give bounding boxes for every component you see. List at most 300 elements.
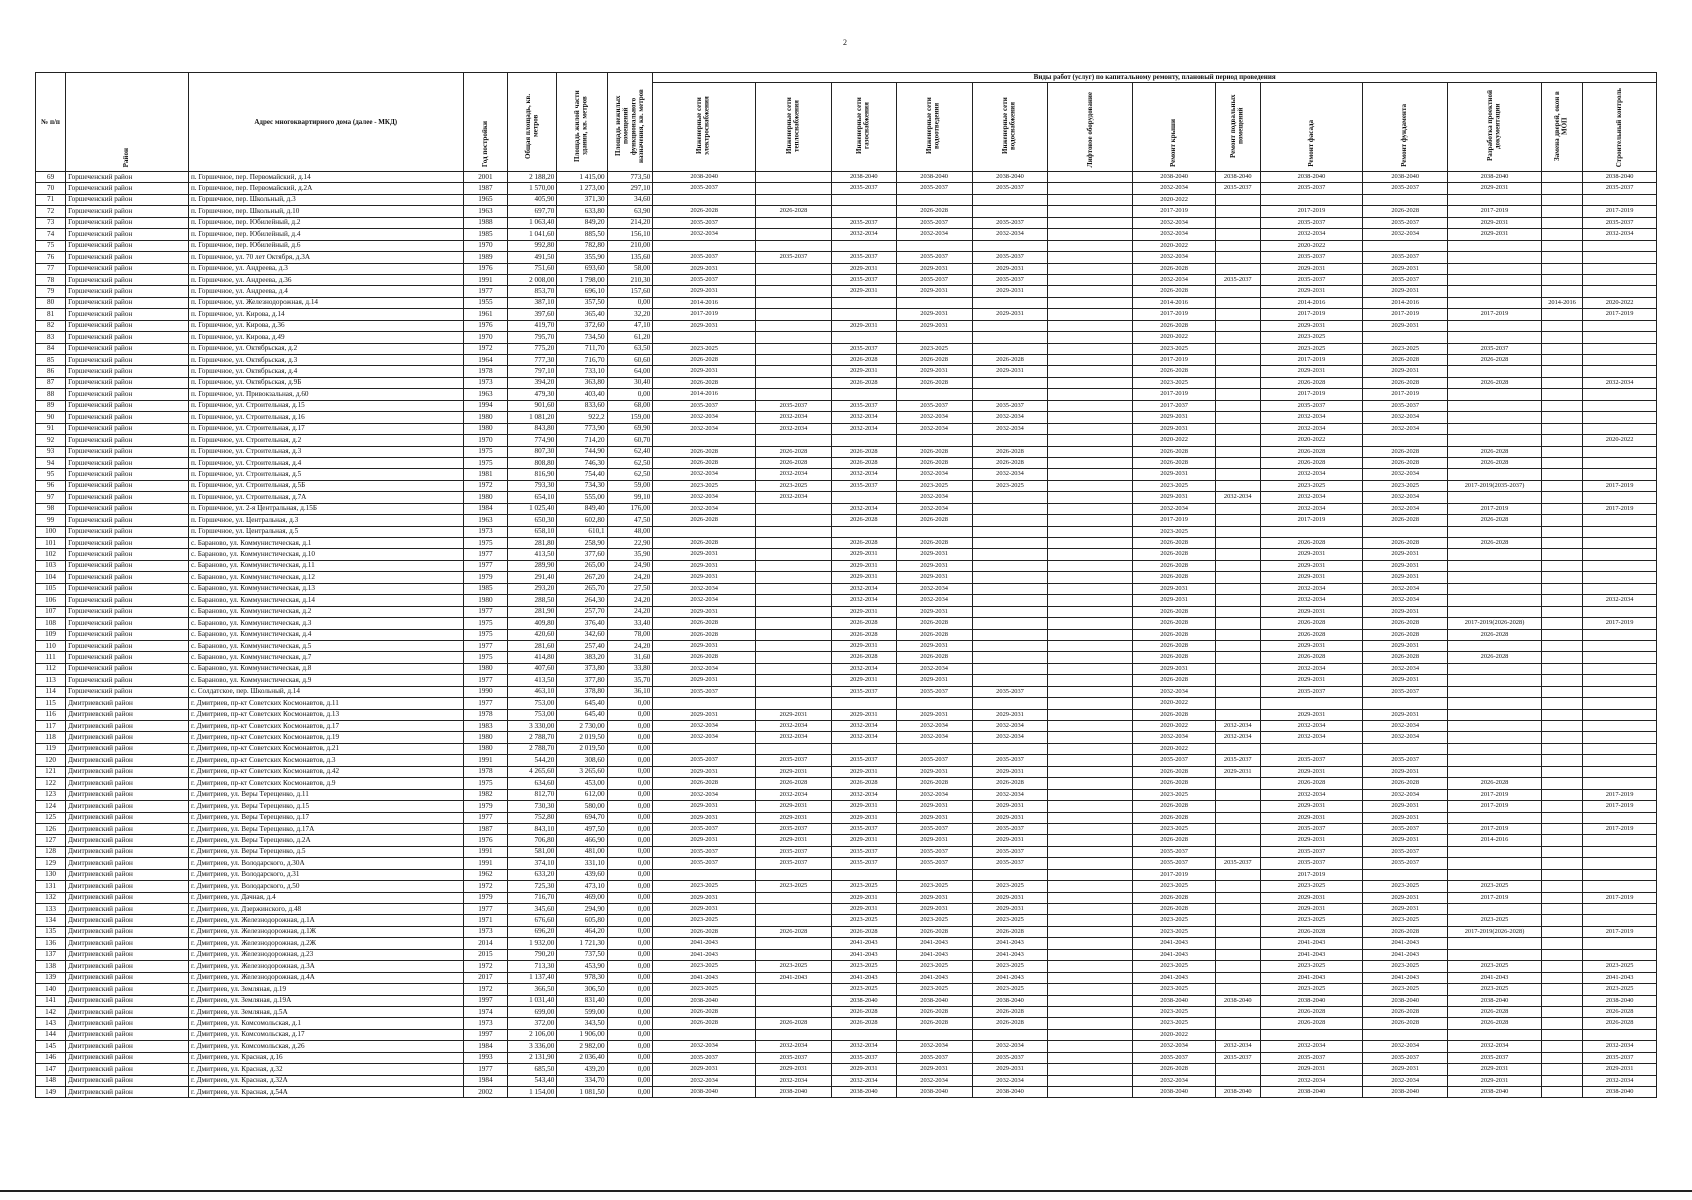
cell-num: 81 <box>36 309 66 320</box>
cell-work-period <box>1048 1006 1133 1017</box>
cell-work-period <box>1215 229 1260 240</box>
cell-living-area: 734,30 <box>557 480 607 491</box>
cell-work-period <box>1048 663 1133 674</box>
table-row <box>36 480 1657 491</box>
cell-work-period: 2035-2037 <box>831 183 896 194</box>
cell-work-period <box>1215 823 1260 834</box>
cell-work-period: 2023-2025 <box>896 343 972 354</box>
cell-work-period: 2032-2034 <box>896 721 972 732</box>
cell-work-period <box>1215 926 1260 937</box>
cell-num: 108 <box>36 618 66 629</box>
cell-district: Горшеченский район <box>66 457 189 468</box>
cell-work-period: 2026-2028 <box>831 355 896 366</box>
cell-work-period <box>756 217 832 228</box>
cell-work-period: 2038-2040 <box>1448 995 1542 1006</box>
cell-total-area: 696,20 <box>508 926 557 937</box>
cell-work-period: 2023-2025 <box>1133 1018 1216 1029</box>
cell-nonliving-area: 0,00 <box>607 1052 653 1063</box>
cell-work-period <box>1448 904 1542 915</box>
cell-work-period: 2026-2028 <box>653 515 756 526</box>
cell-work-period <box>1448 663 1542 674</box>
cell-address: г. Дмитриев, ул. Красная, д.16 <box>188 1052 463 1063</box>
cell-work-period <box>1215 1018 1260 1029</box>
cell-work-period <box>1541 721 1582 732</box>
cell-living-area: 833,60 <box>557 400 607 411</box>
cell-work-period: 2026-2028 <box>1448 457 1542 468</box>
cell-work-period <box>1541 778 1582 789</box>
cell-year: 1980 <box>463 732 508 743</box>
cell-work-period <box>1583 949 1657 960</box>
cell-num: 97 <box>36 492 66 503</box>
cell-work-period: 2026-2028 <box>1133 709 1216 720</box>
cell-work-period <box>1583 881 1657 892</box>
cell-work-period <box>1048 904 1133 915</box>
cell-work-period: 2032-2034 <box>1133 1041 1216 1052</box>
cell-district: Дмитриевский район <box>66 846 189 857</box>
cell-total-area: 397,60 <box>508 309 557 320</box>
cell-work-period <box>1048 721 1133 732</box>
cell-work-period: 2017-2019 <box>1448 503 1542 514</box>
cell-work-period: 2035-2037 <box>972 755 1048 766</box>
cell-address: с. Бараново, ул. Коммунистическая, д.8 <box>188 663 463 674</box>
cell-work-period <box>1215 217 1260 228</box>
cell-work-period <box>1541 503 1582 514</box>
header-work-4: Инженерные сети водоснабжения <box>972 83 1048 172</box>
cell-work-period <box>1048 1075 1133 1086</box>
header-nonliving-area: Площадь нежилых помещений функционального назначения, кв. метров <box>607 73 653 172</box>
cell-work-period: 2032-2034 <box>756 721 832 732</box>
cell-work-period: 2026-2028 <box>1363 355 1448 366</box>
cell-num: 131 <box>36 881 66 892</box>
table-row <box>36 263 1657 274</box>
cell-work-period <box>1541 217 1582 228</box>
cell-num: 123 <box>36 789 66 800</box>
table-row <box>36 526 1657 537</box>
header-work-2: Инженерные сети газоснабжения <box>831 83 896 172</box>
cell-work-period: 2026-2028 <box>831 446 896 457</box>
cell-work-period <box>1448 549 1542 560</box>
cell-work-period <box>1048 366 1133 377</box>
cell-nonliving-area: 62,50 <box>607 457 653 468</box>
cell-work-period <box>1583 766 1657 777</box>
cell-work-period <box>756 892 832 903</box>
cell-work-period: 2029-2031 <box>653 366 756 377</box>
header-work-10: Разработка проектной документации <box>1448 83 1542 172</box>
cell-work-period: 2032-2034 <box>1363 732 1448 743</box>
cell-work-period <box>1048 812 1133 823</box>
cell-work-period: 2038-2040 <box>756 1087 832 1098</box>
cell-nonliving-area: 99,10 <box>607 492 653 503</box>
cell-work-period: 2023-2025 <box>972 984 1048 995</box>
cell-work-period: 2020-2022 <box>1133 743 1216 754</box>
cell-work-period: 2020-2022 <box>1583 297 1657 308</box>
cell-work-period <box>756 355 832 366</box>
cell-work-period <box>1215 1064 1260 1075</box>
cell-work-period <box>1363 240 1448 251</box>
cell-work-period: 2032-2034 <box>653 583 756 594</box>
cell-year: 1977 <box>463 675 508 686</box>
table-row <box>36 606 1657 617</box>
cell-district: Горшеченский район <box>66 503 189 514</box>
cell-district: Дмитриевский район <box>66 881 189 892</box>
cell-work-period <box>1448 469 1542 480</box>
cell-work-period: 2032-2034 <box>972 721 1048 732</box>
cell-work-period <box>1541 423 1582 434</box>
cell-work-period: 2029-2031 <box>653 320 756 331</box>
cell-living-area: 633,80 <box>557 206 607 217</box>
cell-district: Дмитриевский район <box>66 1064 189 1075</box>
cell-work-period: 2032-2034 <box>653 721 756 732</box>
cell-work-period <box>1583 606 1657 617</box>
cell-year: 1979 <box>463 892 508 903</box>
table-row <box>36 663 1657 674</box>
cell-year: 1980 <box>463 663 508 674</box>
cell-living-area: 711,70 <box>557 343 607 354</box>
cell-living-area: 2 019,50 <box>557 743 607 754</box>
cell-work-period <box>1448 297 1542 308</box>
cell-work-period: 2026-2028 <box>1583 1006 1657 1017</box>
cell-nonliving-area: 0,00 <box>607 1029 653 1040</box>
cell-num: 94 <box>36 457 66 468</box>
cell-work-period <box>1541 1006 1582 1017</box>
cell-work-period <box>1583 263 1657 274</box>
table-row <box>36 560 1657 571</box>
cell-work-period <box>1448 938 1542 949</box>
cell-work-period <box>1448 583 1542 594</box>
cell-work-period: 2017-2019 <box>1583 823 1657 834</box>
cell-num: 114 <box>36 686 66 697</box>
cell-work-period: 2029-2031 <box>653 286 756 297</box>
cell-work-period: 2035-2037 <box>1260 1052 1363 1063</box>
cell-year: 1994 <box>463 400 508 411</box>
cell-work-period: 2017-2019 <box>1133 309 1216 320</box>
cell-work-period <box>1048 286 1133 297</box>
cell-total-area: 4 265,60 <box>508 766 557 777</box>
cell-year: 1991 <box>463 858 508 869</box>
cell-work-period: 2023-2025 <box>972 881 1048 892</box>
cell-work-period: 2032-2034 <box>972 423 1048 434</box>
cell-work-period <box>1260 743 1363 754</box>
cell-work-period: 2029-2031 <box>1363 560 1448 571</box>
cell-work-period: 2038-2040 <box>1215 1087 1260 1098</box>
cell-work-period <box>1541 515 1582 526</box>
cell-work-period <box>972 297 1048 308</box>
cell-work-period <box>1363 1029 1448 1040</box>
cell-work-period <box>1448 721 1542 732</box>
table-row <box>36 812 1657 823</box>
cell-nonliving-area: 0,00 <box>607 778 653 789</box>
cell-work-period: 2032-2034 <box>1215 732 1260 743</box>
cell-work-period: 2023-2025 <box>1133 377 1216 388</box>
cell-total-area: 650,30 <box>508 515 557 526</box>
cell-work-period: 2029-2031 <box>1448 217 1542 228</box>
cell-work-period: 2026-2028 <box>1448 446 1542 457</box>
cell-work-period: 2026-2028 <box>831 652 896 663</box>
cell-living-area: 308,60 <box>557 755 607 766</box>
cell-work-period <box>1048 572 1133 583</box>
cell-address: г. Дмитриев, ул. Володарского, д.30А <box>188 858 463 869</box>
cell-work-period <box>1048 1064 1133 1075</box>
cell-work-period: 2041-2043 <box>1363 938 1448 949</box>
cell-work-period <box>1048 492 1133 503</box>
cell-work-period: 2026-2028 <box>653 446 756 457</box>
cell-work-period: 2038-2040 <box>1363 172 1448 183</box>
cell-work-period: 2026-2028 <box>1133 446 1216 457</box>
cell-work-period <box>1048 698 1133 709</box>
cell-work-period: 2029-2031 <box>1133 595 1216 606</box>
cell-num: 122 <box>36 778 66 789</box>
cell-total-area: 816,90 <box>508 469 557 480</box>
cell-work-period: 2032-2034 <box>1363 583 1448 594</box>
cell-living-area: 1 415,00 <box>557 172 607 183</box>
cell-total-area: 463,10 <box>508 686 557 697</box>
cell-work-period: 2020-2022 <box>1133 1029 1216 1040</box>
cell-work-period <box>1541 572 1582 583</box>
cell-total-area: 853,70 <box>508 286 557 297</box>
cell-total-area: 2 131,90 <box>508 1052 557 1063</box>
cell-total-area: 725,30 <box>508 881 557 892</box>
cell-work-period: 2020-2022 <box>1583 435 1657 446</box>
cell-work-period <box>1048 1029 1133 1040</box>
cell-work-period: 2035-2037 <box>831 755 896 766</box>
cell-work-period <box>1448 492 1542 503</box>
cell-work-period <box>756 435 832 446</box>
cell-district: Горшеченский район <box>66 320 189 331</box>
cell-year: 1970 <box>463 240 508 251</box>
cell-work-period: 2026-2028 <box>756 446 832 457</box>
cell-work-period: 2026-2028 <box>1448 1006 1542 1017</box>
cell-work-period <box>972 629 1048 640</box>
cell-living-area: 439,20 <box>557 1064 607 1075</box>
cell-work-period <box>1541 400 1582 411</box>
cell-work-period: 2035-2037 <box>653 400 756 411</box>
cell-work-period: 2038-2040 <box>831 172 896 183</box>
cell-num: 126 <box>36 823 66 834</box>
cell-living-area: 645,40 <box>557 709 607 720</box>
cell-address: г. Дмитриев, ул. Володарского, д.31 <box>188 869 463 880</box>
cell-work-period <box>1448 766 1542 777</box>
cell-work-period <box>1048 629 1133 640</box>
cell-work-period: 2032-2034 <box>653 229 756 240</box>
cell-work-period <box>756 904 832 915</box>
cell-work-period: 2029-2031 <box>1260 709 1363 720</box>
cell-address: г. Дмитриев, ул. Железнодорожная, д.1А <box>188 915 463 926</box>
cell-work-period <box>1541 892 1582 903</box>
cell-work-period <box>1215 606 1260 617</box>
cell-district: Горшеченский район <box>66 469 189 480</box>
cell-work-period: 2032-2034 <box>1583 595 1657 606</box>
cell-living-area: 294,90 <box>557 904 607 915</box>
cell-work-period <box>972 492 1048 503</box>
cell-work-period: 2026-2028 <box>1583 1018 1657 1029</box>
cell-work-period <box>1363 435 1448 446</box>
cell-work-period: 2038-2040 <box>1583 1087 1657 1098</box>
cell-nonliving-area: 0,00 <box>607 904 653 915</box>
cell-work-period: 2035-2037 <box>1363 217 1448 228</box>
cell-total-area: 676,60 <box>508 915 557 926</box>
cell-work-period: 2023-2025 <box>972 915 1048 926</box>
cell-work-period <box>1583 640 1657 651</box>
cell-district: Горшеченский район <box>66 515 189 526</box>
cell-year: 1976 <box>463 835 508 846</box>
cell-work-period: 2032-2034 <box>896 595 972 606</box>
cell-work-period: 2029-2031 <box>972 801 1048 812</box>
cell-work-period <box>1541 618 1582 629</box>
cell-num: 84 <box>36 343 66 354</box>
cell-living-area: 371,30 <box>557 194 607 205</box>
cell-living-area: 497,50 <box>557 823 607 834</box>
cell-work-period <box>1048 526 1133 537</box>
cell-year: 1973 <box>463 377 508 388</box>
cell-district: Горшеченский район <box>66 240 189 251</box>
cell-work-period: 2035-2037 <box>1583 183 1657 194</box>
cell-work-period: 2035-2037 <box>896 252 972 263</box>
cell-total-area: 807,30 <box>508 446 557 457</box>
cell-total-area: 777,30 <box>508 355 557 366</box>
cell-address: г. Дмитриев, пр-кт Советских Космонавтов, д.17 <box>188 721 463 732</box>
cell-work-period <box>1260 194 1363 205</box>
header-work-3: Инженерные сети водоотведения <box>896 83 972 172</box>
cell-work-period: 2029-2031 <box>1363 709 1448 720</box>
cell-district: Дмитриевский район <box>66 1018 189 1029</box>
cell-district: Дмитриевский район <box>66 732 189 743</box>
cell-work-period <box>1048 686 1133 697</box>
cell-work-period: 2026-2028 <box>653 778 756 789</box>
cell-work-period <box>1215 595 1260 606</box>
cell-work-period: 2029-2031 <box>1448 1075 1542 1086</box>
cell-nonliving-area: 0,00 <box>607 1064 653 1075</box>
cell-num: 87 <box>36 377 66 388</box>
cell-work-period: 2029-2031 <box>1133 492 1216 503</box>
cell-total-area: 374,10 <box>508 858 557 869</box>
cell-work-period <box>1583 549 1657 560</box>
cell-work-period: 2020-2022 <box>1133 721 1216 732</box>
cell-work-period: 2032-2034 <box>1260 595 1363 606</box>
cell-district: Горшеченский район <box>66 663 189 674</box>
cell-living-area: 922,2 <box>557 412 607 423</box>
cell-nonliving-area: 214,20 <box>607 217 653 228</box>
cell-address: с. Бараново, ул. Коммунистическая, д.13 <box>188 583 463 594</box>
cell-work-period: 2032-2034 <box>831 412 896 423</box>
cell-work-period: 2023-2025 <box>831 881 896 892</box>
cell-work-period: 2026-2028 <box>896 538 972 549</box>
cell-work-period <box>1541 686 1582 697</box>
cell-district: Горшеченский район <box>66 389 189 400</box>
cell-work-period <box>1215 675 1260 686</box>
cell-work-period <box>1583 286 1657 297</box>
cell-work-period <box>972 538 1048 549</box>
cell-work-period: 2032-2034 <box>1133 732 1216 743</box>
cell-work-period: 2020-2022 <box>1133 240 1216 251</box>
cell-address: г. Дмитриев, ул. Земляная, д.5А <box>188 1006 463 1017</box>
cell-work-period: 2038-2040 <box>896 995 972 1006</box>
cell-work-period: 2017-2019(2026-2028) <box>1448 618 1542 629</box>
cell-work-period: 2032-2034 <box>756 469 832 480</box>
cell-work-period: 2020-2022 <box>1133 194 1216 205</box>
cell-year: 1977 <box>463 286 508 297</box>
table-row <box>36 252 1657 263</box>
cell-living-area: 403,40 <box>557 389 607 400</box>
cell-work-period <box>1448 595 1542 606</box>
cell-work-period: 2026-2028 <box>896 457 972 468</box>
cell-total-area: 753,00 <box>508 709 557 720</box>
cell-address: п. Горшечное, ул. Строительная, д.7А <box>188 492 463 503</box>
cell-work-period: 2035-2037 <box>896 755 972 766</box>
table-row <box>36 1029 1657 1040</box>
cell-year: 1973 <box>463 526 508 537</box>
cell-work-period: 2035-2037 <box>1260 274 1363 285</box>
cell-work-period: 2029-2031 <box>1260 892 1363 903</box>
cell-year: 1963 <box>463 389 508 400</box>
cell-work-period: 2029-2031 <box>831 709 896 720</box>
cell-work-period: 2026-2028 <box>1363 652 1448 663</box>
cell-work-period <box>1541 320 1582 331</box>
cell-address: с. Бараново, ул. Коммунистическая, д.3 <box>188 618 463 629</box>
cell-work-period: 2017-2019 <box>1363 389 1448 400</box>
cell-work-period: 2026-2028 <box>831 618 896 629</box>
cell-year: 1980 <box>463 492 508 503</box>
cell-work-period <box>972 595 1048 606</box>
cell-work-period: 2035-2037 <box>831 480 896 491</box>
cell-work-period: 2026-2028 <box>1133 320 1216 331</box>
cell-nonliving-area: 0,00 <box>607 972 653 983</box>
cell-work-period <box>1048 961 1133 972</box>
cell-work-period: 2029-2031 <box>831 892 896 903</box>
cell-work-period: 2032-2034 <box>653 732 756 743</box>
cell-work-period <box>1583 835 1657 846</box>
cell-total-area: 387,10 <box>508 297 557 308</box>
cell-district: Горшеченский район <box>66 640 189 651</box>
cell-district: Горшеченский район <box>66 435 189 446</box>
cell-num: 82 <box>36 320 66 331</box>
cell-address: п. Горшечное, ул. Строительная, д.2 <box>188 435 463 446</box>
cell-work-period: 2029-2031 <box>1363 904 1448 915</box>
cell-year: 1991 <box>463 755 508 766</box>
cell-total-area: 366,50 <box>508 984 557 995</box>
cell-year: 1978 <box>463 766 508 777</box>
cell-district: Горшеченский район <box>66 343 189 354</box>
cell-work-period: 2038-2040 <box>896 172 972 183</box>
cell-address: г. Дмитриев, ул. Веры Терещенко, д.17 <box>188 812 463 823</box>
cell-work-period <box>1583 538 1657 549</box>
cell-work-period <box>1448 709 1542 720</box>
table-row <box>36 778 1657 789</box>
cell-num: 88 <box>36 389 66 400</box>
cell-work-period: 2029-2031 <box>1448 1064 1542 1075</box>
cell-work-period <box>1048 881 1133 892</box>
cell-total-area: 413,50 <box>508 549 557 560</box>
cell-work-period: 2035-2037 <box>831 1052 896 1063</box>
cell-num: 112 <box>36 663 66 674</box>
table-row <box>36 297 1657 308</box>
cell-work-period: 2026-2028 <box>1133 606 1216 617</box>
cell-work-period: 2029-2031 <box>1260 366 1363 377</box>
cell-work-period <box>1048 640 1133 651</box>
cell-work-period <box>972 343 1048 354</box>
cell-work-period <box>1215 892 1260 903</box>
cell-work-period: 2029-2031 <box>1260 835 1363 846</box>
cell-address: с. Бараново, ул. Коммунистическая, д.14 <box>188 595 463 606</box>
cell-work-period: 2041-2043 <box>831 972 896 983</box>
cell-work-period <box>831 297 896 308</box>
cell-work-period: 2023-2025 <box>1133 789 1216 800</box>
cell-living-area: 257,40 <box>557 640 607 651</box>
cell-work-period: 2032-2034 <box>972 789 1048 800</box>
cell-work-period: 2017-2019 <box>1583 480 1657 491</box>
cell-nonliving-area: 31,60 <box>607 652 653 663</box>
cell-total-area: 808,80 <box>508 457 557 468</box>
cell-work-period <box>1541 595 1582 606</box>
